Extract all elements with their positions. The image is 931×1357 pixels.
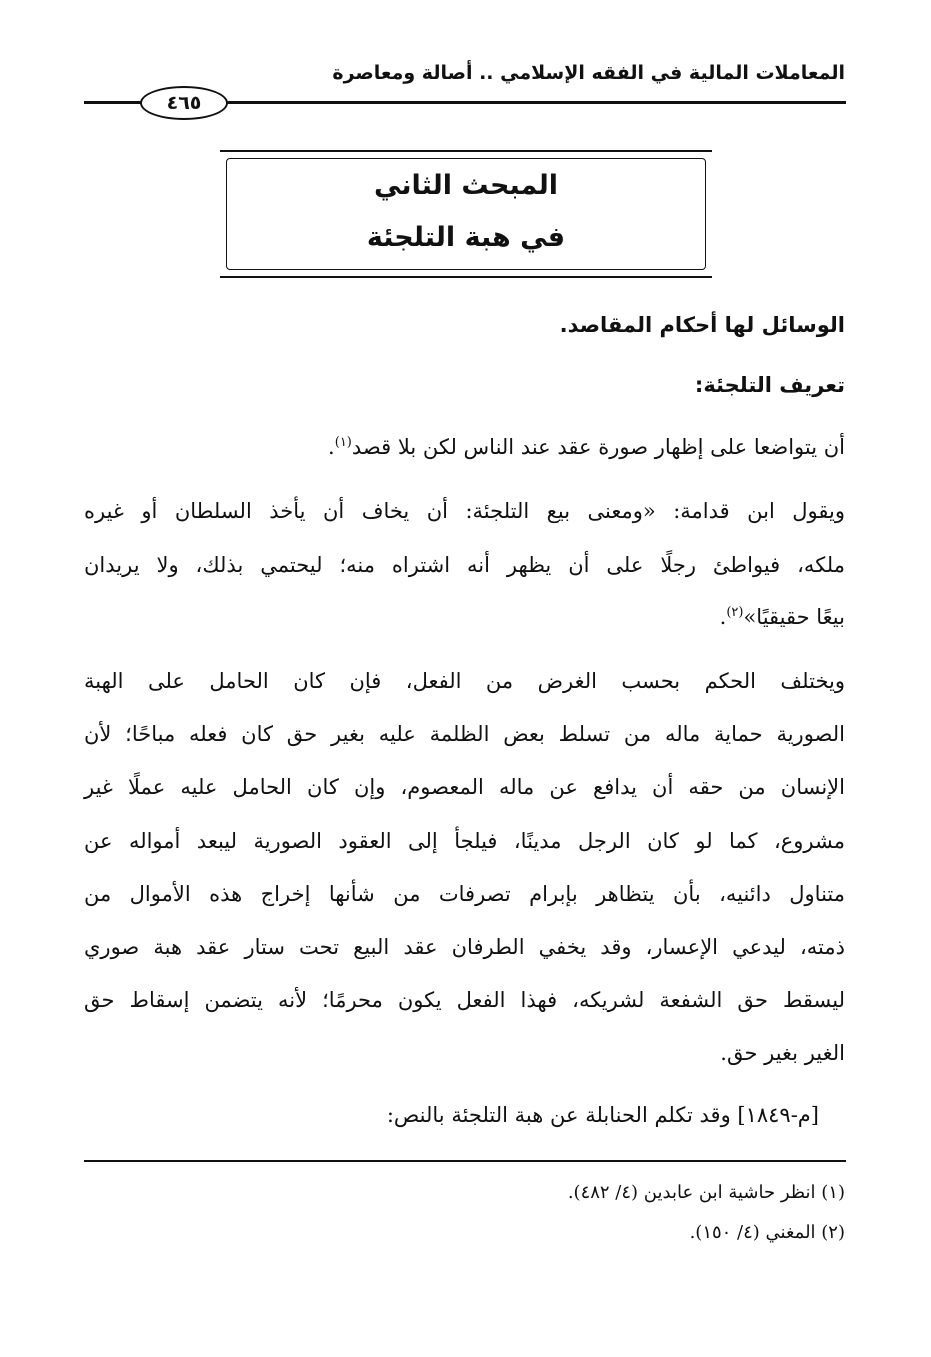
- paragraph-line: مشروع، كما لو كان الرجل مدينًا، فيلجأ إلى العقود الصورية ليبعد أمواله عن: [84, 829, 845, 853]
- paragraph-line: متناول دائنيه، بأن يتظاهر بإبرام تصرفات من شأنها إخراج هذه الأموال من: [84, 882, 845, 906]
- quote-last-text: بيعًا حقيقيًا»: [743, 605, 845, 629]
- footnote-1: (١) انظر حاشية ابن عابدين (٤/ ٤٨٢).: [567, 1182, 845, 1203]
- definition-end: .: [328, 435, 335, 459]
- final-line: [م-١٨٤٩] وقد تكلم الحنابلة عن هبة التلجئة بالنص:: [386, 1103, 819, 1127]
- footnote-ref-1: (١): [334, 435, 352, 450]
- quote-last-line: [720, 602, 845, 632]
- footnote-2: (٢) المغني (٤/ ١٥٠).: [689, 1222, 845, 1243]
- quote-line: ملكه، فيواطئ رجلًا على أن يظهر أنه اشتراه منه؛ ليحتمي بذلك، ولا يريدان: [84, 553, 845, 577]
- paragraph-line: ذمته، ليدعي الإعسار، وقد يخفي الطرفان عقد البيع تحت ستار عقد هبة صوري: [84, 935, 845, 959]
- section-title-box: [220, 150, 712, 278]
- definition-line: [328, 432, 845, 462]
- heading-definition: تعريف التلجئة:: [694, 373, 845, 397]
- section-title-line-1: المبحث الثاني: [374, 170, 558, 201]
- paragraph-line: الصورية حماية ماله من تسلط بعض الظلمة عليه بغير حق كان فعله مباحًا؛ لأن: [84, 722, 845, 746]
- running-title: المعاملات المالية في الفقه الإسلامي .. أصالة ومعاصرة: [332, 62, 845, 84]
- quote-line: ويقول ابن قدامة: «ومعنى بيع التلجئة: أن يخاف أن يأخذ السلطان أو غيره: [84, 499, 845, 523]
- paragraph-line: الإنسان من حقه أن يدافع عن ماله المعصوم، وإن كان الحامل عليه عملًا غير: [84, 775, 845, 799]
- quote-end: .: [719, 605, 727, 629]
- footnote-separator: [84, 1160, 846, 1162]
- paragraph-line: ويختلف الحكم بحسب الغرض من الفعل، فإن كان الحامل على الهبة: [84, 669, 845, 693]
- footnote-ref-2: (٢): [726, 605, 744, 620]
- section-title-line-2: في هبة التلجئة: [366, 222, 566, 253]
- paragraph-line: ليسقط حق الشفعة لشريكه، فهذا الفعل يكون محرمًا؛ لأنه يتضمن إسقاط حق: [84, 988, 845, 1012]
- page-number: ٤٦٥: [140, 86, 228, 120]
- definition-text: أن يتواضعا على إظهار صورة عقد عند الناس لكن بلا قصد: [351, 435, 845, 459]
- heading-means-rule: الوسائل لها أحكام المقاصد.: [559, 313, 845, 337]
- paragraph-last-line: الغير بغير حق.: [720, 1041, 845, 1065]
